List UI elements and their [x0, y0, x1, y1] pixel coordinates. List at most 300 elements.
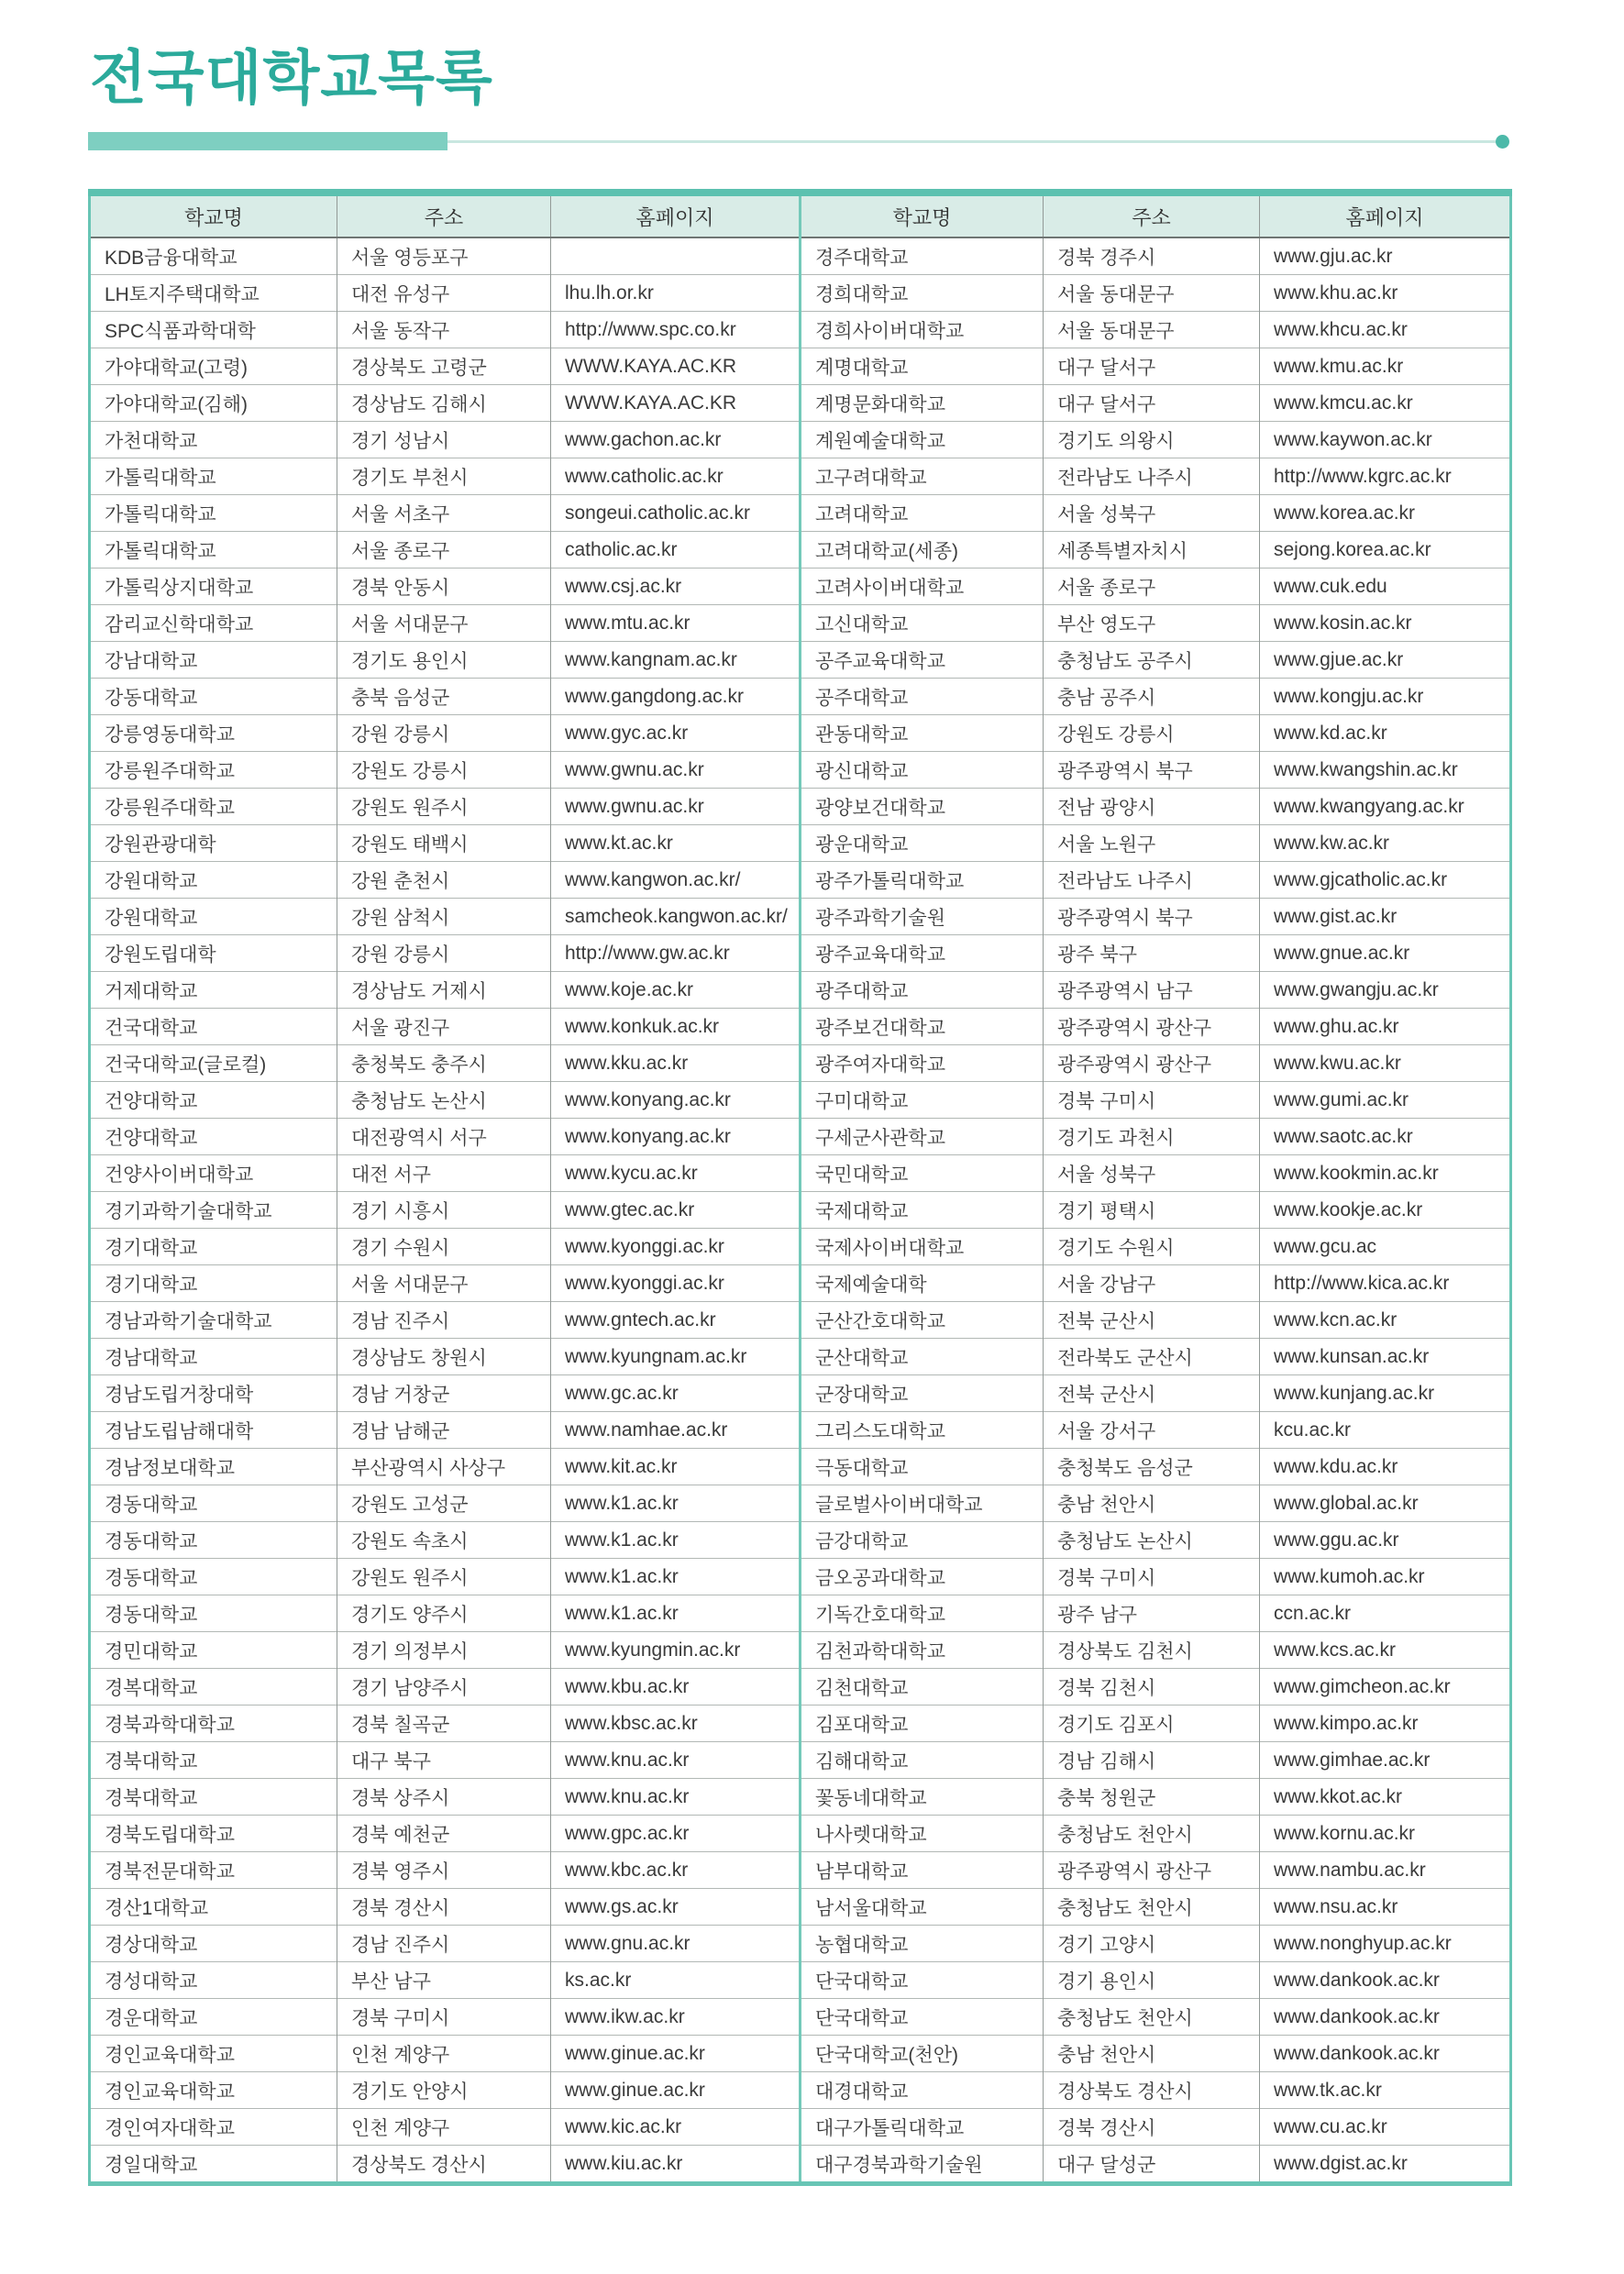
table-row — [90, 495, 1511, 532]
school-name-cell: 그리스도대학교 — [801, 1412, 1044, 1449]
table-row — [90, 422, 1511, 458]
table-row — [90, 1449, 1511, 1485]
address-cell: 서울 노원구 — [1044, 825, 1260, 862]
school-name-cell: 경성대학교 — [90, 1962, 337, 1999]
school-name-cell: 대구경북과학기술원 — [801, 2146, 1044, 2184]
address-cell: 경기도 부천시 — [337, 458, 551, 495]
address-cell: 경기 수원시 — [337, 1229, 551, 1265]
homepage-cell: www.gyc.ac.kr — [551, 715, 801, 752]
homepage-cell: www.nambu.ac.kr — [1260, 1852, 1511, 1889]
table-row — [90, 348, 1511, 385]
address-cell: 서울 서대문구 — [337, 605, 551, 642]
homepage-cell: www.ikw.ac.kr — [551, 1999, 801, 2036]
address-cell: 충청남도 논산시 — [1044, 1522, 1260, 1559]
school-name-cell: 감리교신학대학교 — [90, 605, 337, 642]
table-row — [90, 789, 1511, 825]
homepage-cell: www.dgist.ac.kr — [1260, 2146, 1511, 2184]
homepage-cell: www.gwnu.ac.kr — [551, 752, 801, 789]
homepage-cell: www.kornu.ac.kr — [1260, 1816, 1511, 1852]
homepage-cell: www.kyungnam.ac.kr — [551, 1339, 801, 1375]
address-cell: 경기 평택시 — [1044, 1192, 1260, 1229]
table-row — [90, 1265, 1511, 1302]
school-name-cell: 극동대학교 — [801, 1449, 1044, 1485]
school-name-cell: 남서울대학교 — [801, 1889, 1044, 1926]
homepage-cell: www.gist.ac.kr — [1260, 899, 1511, 935]
school-name-cell: KDB금융대학교 — [90, 237, 337, 275]
table-row — [90, 899, 1511, 935]
school-name-cell: 경북과학대학교 — [90, 1706, 337, 1742]
school-name-cell: 가야대학교(고령) — [90, 348, 337, 385]
address-cell: 경상북도 고령군 — [337, 348, 551, 385]
header-address: 주소 — [337, 193, 551, 237]
homepage-cell: www.kimpo.ac.kr — [1260, 1706, 1511, 1742]
address-cell: 경북 영주시 — [337, 1852, 551, 1889]
homepage-cell: www.mtu.ac.kr — [551, 605, 801, 642]
homepage-cell: www.gc.ac.kr — [551, 1375, 801, 1412]
address-cell: 경북 구미시 — [337, 1999, 551, 2036]
homepage-cell: WWW.KAYA.AC.KR — [551, 348, 801, 385]
address-cell: 광주광역시 광산구 — [1044, 1852, 1260, 1889]
address-cell: 충청북도 충주시 — [337, 1045, 551, 1082]
address-cell: 부산 영도구 — [1044, 605, 1260, 642]
table-row — [90, 1852, 1511, 1889]
homepage-cell: www.gcu.ac — [1260, 1229, 1511, 1265]
school-name-cell: 경북도립대학교 — [90, 1816, 337, 1852]
table-header — [90, 193, 1511, 237]
address-cell: 인천 계양구 — [337, 2109, 551, 2146]
homepage-cell: www.korea.ac.kr — [1260, 495, 1511, 532]
table-row — [90, 1962, 1511, 1999]
table-row — [90, 605, 1511, 642]
school-name-cell: LH토지주택대학교 — [90, 275, 337, 312]
homepage-cell: www.gntech.ac.kr — [551, 1302, 801, 1339]
homepage-cell: www.kangwon.ac.kr/ — [551, 862, 801, 899]
address-cell: 대구 달성군 — [1044, 2146, 1260, 2184]
homepage-cell: www.kcs.ac.kr — [1260, 1632, 1511, 1669]
address-cell: 인천 계양구 — [337, 2036, 551, 2072]
school-name-cell: 경인여자대학교 — [90, 2109, 337, 2146]
page-title: 전국대학교목록 — [90, 45, 493, 111]
school-name-cell: 김천과학대학교 — [801, 1632, 1044, 1669]
school-name-cell: 건양대학교 — [90, 1119, 337, 1155]
address-cell: 경북 경산시 — [337, 1889, 551, 1926]
address-cell: 강원 강릉시 — [337, 715, 551, 752]
homepage-cell: www.kwangyang.ac.kr — [1260, 789, 1511, 825]
school-name-cell: 강남대학교 — [90, 642, 337, 679]
address-cell: 강원도 강릉시 — [1044, 715, 1260, 752]
address-cell: 경북 안동시 — [337, 568, 551, 605]
homepage-cell: www.k1.ac.kr — [551, 1559, 801, 1595]
school-name-cell: 가톨릭대학교 — [90, 495, 337, 532]
address-cell: 경기도 양주시 — [337, 1595, 551, 1632]
homepage-cell: www.ginue.ac.kr — [551, 2072, 801, 2109]
address-cell: 경상북도 경산시 — [337, 2146, 551, 2184]
address-cell: 세종특별자치시 — [1044, 532, 1260, 568]
address-cell: 대구 달서구 — [1044, 348, 1260, 385]
school-name-cell: 경북대학교 — [90, 1742, 337, 1779]
table-row — [90, 568, 1511, 605]
school-name-cell: 건양사이버대학교 — [90, 1155, 337, 1192]
school-name-cell: 국제예술대학 — [801, 1265, 1044, 1302]
address-cell: 서울 강남구 — [1044, 1265, 1260, 1302]
school-name-cell: 거제대학교 — [90, 972, 337, 1009]
homepage-cell: lhu.lh.or.kr — [551, 275, 801, 312]
table-row — [90, 1816, 1511, 1852]
address-cell: 충청남도 논산시 — [337, 1082, 551, 1119]
homepage-cell: www.konkuk.ac.kr — [551, 1009, 801, 1045]
school-name-cell: 강원대학교 — [90, 899, 337, 935]
address-cell: 서울 동대문구 — [1044, 275, 1260, 312]
table-row — [90, 458, 1511, 495]
school-name-cell: 가톨릭대학교 — [90, 458, 337, 495]
address-cell: 서울 동작구 — [337, 312, 551, 348]
address-cell: 경남 김해시 — [1044, 1742, 1260, 1779]
homepage-cell: www.cu.ac.kr — [1260, 2109, 1511, 2146]
address-cell: 대구 달서구 — [1044, 385, 1260, 422]
header-school-name: 학교명 — [90, 193, 337, 237]
address-cell: 경북 상주시 — [337, 1779, 551, 1816]
homepage-cell: www.kyonggi.ac.kr — [551, 1229, 801, 1265]
homepage-cell: www.saotc.ac.kr — [1260, 1119, 1511, 1155]
address-cell: 충청남도 공주시 — [1044, 642, 1260, 679]
homepage-cell: www.kbc.ac.kr — [551, 1852, 801, 1889]
school-name-cell: 고신대학교 — [801, 605, 1044, 642]
homepage-cell: www.kookje.ac.kr — [1260, 1192, 1511, 1229]
address-cell: 서울 성북구 — [1044, 1155, 1260, 1192]
table-row — [90, 1155, 1511, 1192]
address-cell: 서울 종로구 — [1044, 568, 1260, 605]
address-cell: 경기도 수원시 — [1044, 1229, 1260, 1265]
homepage-cell: www.gachon.ac.kr — [551, 422, 801, 458]
school-name-cell: 경일대학교 — [90, 2146, 337, 2184]
homepage-cell: www.catholic.ac.kr — [551, 458, 801, 495]
table-row — [90, 1742, 1511, 1779]
school-name-cell: 단국대학교 — [801, 1999, 1044, 2036]
address-cell: 경기도 과천시 — [1044, 1119, 1260, 1155]
homepage-cell: www.kosin.ac.kr — [1260, 605, 1511, 642]
school-name-cell: 광신대학교 — [801, 752, 1044, 789]
school-name-cell: 광주대학교 — [801, 972, 1044, 1009]
school-name-cell: 광주교육대학교 — [801, 935, 1044, 972]
school-name-cell: 국민대학교 — [801, 1155, 1044, 1192]
address-cell: 서울 서초구 — [337, 495, 551, 532]
table-row — [90, 1779, 1511, 1816]
address-cell: 경기 의정부시 — [337, 1632, 551, 1669]
table-row — [90, 385, 1511, 422]
homepage-cell: www.konyang.ac.kr — [551, 1082, 801, 1119]
homepage-cell: www.k1.ac.kr — [551, 1522, 801, 1559]
address-cell: 전남 광양시 — [1044, 789, 1260, 825]
school-name-cell: 군장대학교 — [801, 1375, 1044, 1412]
homepage-cell: songeui.catholic.ac.kr — [551, 495, 801, 532]
homepage-cell: ccn.ac.kr — [1260, 1595, 1511, 1632]
homepage-cell: www.kmcu.ac.kr — [1260, 385, 1511, 422]
school-name-cell: 군산간호대학교 — [801, 1302, 1044, 1339]
school-name-cell: 대경대학교 — [801, 2072, 1044, 2109]
table-row — [90, 1045, 1511, 1082]
address-cell: 서울 종로구 — [337, 532, 551, 568]
homepage-cell: www.gs.ac.kr — [551, 1889, 801, 1926]
homepage-cell: www.gpc.ac.kr — [551, 1816, 801, 1852]
table-row — [90, 1522, 1511, 1559]
school-name-cell: 광운대학교 — [801, 825, 1044, 862]
homepage-cell: www.gimhae.ac.kr — [1260, 1742, 1511, 1779]
table-row — [90, 679, 1511, 715]
address-cell: 충청북도 음성군 — [1044, 1449, 1260, 1485]
homepage-cell: www.k1.ac.kr — [551, 1485, 801, 1522]
school-name-cell: 경산1대학교 — [90, 1889, 337, 1926]
homepage-cell: samcheok.kangwon.ac.kr/ — [551, 899, 801, 935]
school-name-cell: 국제사이버대학교 — [801, 1229, 1044, 1265]
homepage-cell: www.knu.ac.kr — [551, 1779, 801, 1816]
homepage-cell: ks.ac.kr — [551, 1962, 801, 1999]
school-name-cell: 계명문화대학교 — [801, 385, 1044, 422]
address-cell: 경기 시흥시 — [337, 1192, 551, 1229]
homepage-cell: www.csj.ac.kr — [551, 568, 801, 605]
school-name-cell: 광주보건대학교 — [801, 1009, 1044, 1045]
table-row — [90, 237, 1511, 275]
homepage-cell: www.dankook.ac.kr — [1260, 2036, 1511, 2072]
address-cell: 강원 삼척시 — [337, 899, 551, 935]
table-row — [90, 935, 1511, 972]
header-homepage: 홈페이지 — [1260, 193, 1511, 237]
table-row — [90, 1669, 1511, 1706]
table-row — [90, 2036, 1511, 2072]
school-name-cell: 건국대학교 — [90, 1009, 337, 1045]
title-underline-rule — [447, 140, 1496, 143]
address-cell: 경북 구미시 — [1044, 1559, 1260, 1595]
address-cell: 서울 성북구 — [1044, 495, 1260, 532]
address-cell: 대전 유성구 — [337, 275, 551, 312]
school-name-cell: 광주여자대학교 — [801, 1045, 1044, 1082]
homepage-cell: www.kt.ac.kr — [551, 825, 801, 862]
address-cell: 경남 거창군 — [337, 1375, 551, 1412]
school-name-cell: 경상대학교 — [90, 1926, 337, 1962]
address-cell: 경북 경주시 — [1044, 237, 1260, 275]
school-name-cell: 단국대학교(천안) — [801, 2036, 1044, 2072]
school-name-cell: 광주가톨릭대학교 — [801, 862, 1044, 899]
school-name-cell: 가톨릭대학교 — [90, 532, 337, 568]
homepage-cell: www.gnu.ac.kr — [551, 1926, 801, 1962]
school-name-cell: 건양대학교 — [90, 1082, 337, 1119]
homepage-cell: www.kwangshin.ac.kr — [1260, 752, 1511, 789]
address-cell: 강원도 속초시 — [337, 1522, 551, 1559]
homepage-cell: www.nonghyup.ac.kr — [1260, 1926, 1511, 1962]
homepage-cell: www.kunsan.ac.kr — [1260, 1339, 1511, 1375]
address-cell: 광주광역시 북구 — [1044, 899, 1260, 935]
address-cell: 경기 고양시 — [1044, 1926, 1260, 1962]
homepage-cell: www.kookmin.ac.kr — [1260, 1155, 1511, 1192]
address-cell: 강원 춘천시 — [337, 862, 551, 899]
homepage-cell: www.gjcatholic.ac.kr — [1260, 862, 1511, 899]
address-cell: 경남 진주시 — [337, 1302, 551, 1339]
table-row — [90, 275, 1511, 312]
homepage-cell: sejong.korea.ac.kr — [1260, 532, 1511, 568]
address-cell: 전라남도 나주시 — [1044, 458, 1260, 495]
school-name-cell: 남부대학교 — [801, 1852, 1044, 1889]
address-cell: 충북 음성군 — [337, 679, 551, 715]
homepage-cell: www.gju.ac.kr — [1260, 237, 1511, 275]
homepage-cell: www.global.ac.kr — [1260, 1485, 1511, 1522]
header-address: 주소 — [1044, 193, 1260, 237]
school-name-cell: 고려대학교(세종) — [801, 532, 1044, 568]
table-row — [90, 2072, 1511, 2109]
homepage-cell: http://www.gw.ac.kr — [551, 935, 801, 972]
homepage-cell: www.kumoh.ac.kr — [1260, 1559, 1511, 1595]
homepage-cell: www.ginue.ac.kr — [551, 2036, 801, 2072]
address-cell: 충청남도 천안시 — [1044, 1889, 1260, 1926]
homepage-cell: www.ghu.ac.kr — [1260, 1009, 1511, 1045]
homepage-cell: www.kyungmin.ac.kr — [551, 1632, 801, 1669]
school-name-cell: 경기대학교 — [90, 1229, 337, 1265]
homepage-cell: www.kwu.ac.kr — [1260, 1045, 1511, 1082]
address-cell: 전북 군산시 — [1044, 1302, 1260, 1339]
school-name-cell: 경남정보대학교 — [90, 1449, 337, 1485]
school-name-cell: 금오공과대학교 — [801, 1559, 1044, 1595]
address-cell: 충남 천안시 — [1044, 1485, 1260, 1522]
homepage-cell: www.kbsc.ac.kr — [551, 1706, 801, 1742]
school-name-cell: 고구려대학교 — [801, 458, 1044, 495]
table-row — [90, 532, 1511, 568]
school-name-cell: 계명대학교 — [801, 348, 1044, 385]
school-name-cell: 경복대학교 — [90, 1669, 337, 1706]
school-name-cell: 고려사이버대학교 — [801, 568, 1044, 605]
homepage-cell: www.kmu.ac.kr — [1260, 348, 1511, 385]
school-name-cell: 경기과학기술대학교 — [90, 1192, 337, 1229]
school-name-cell: 경동대학교 — [90, 1595, 337, 1632]
address-cell: 강원도 고성군 — [337, 1485, 551, 1522]
school-name-cell: 가천대학교 — [90, 422, 337, 458]
table-row — [90, 1706, 1511, 1742]
table-row — [90, 972, 1511, 1009]
address-cell: 경북 구미시 — [1044, 1082, 1260, 1119]
table-row — [90, 1595, 1511, 1632]
address-cell: 경기도 안양시 — [337, 2072, 551, 2109]
homepage-cell: www.kkot.ac.kr — [1260, 1779, 1511, 1816]
school-name-cell: 경남과학기술대학교 — [90, 1302, 337, 1339]
table-row — [90, 1412, 1511, 1449]
school-name-cell: 건국대학교(글로컬) — [90, 1045, 337, 1082]
address-cell: 경상북도 김천시 — [1044, 1632, 1260, 1669]
table-row — [90, 1632, 1511, 1669]
school-name-cell: 경남도립거창대학 — [90, 1375, 337, 1412]
table-header-row — [90, 193, 1511, 237]
homepage-cell: www.gjue.ac.kr — [1260, 642, 1511, 679]
header-school-name: 학교명 — [801, 193, 1044, 237]
address-cell: 서울 영등포구 — [337, 237, 551, 275]
address-cell: 전라남도 나주시 — [1044, 862, 1260, 899]
address-cell: 충청남도 천안시 — [1044, 1999, 1260, 2036]
school-name-cell: 계원예술대학교 — [801, 422, 1044, 458]
homepage-cell: www.kunjang.ac.kr — [1260, 1375, 1511, 1412]
table-row — [90, 1375, 1511, 1412]
address-cell: 경상남도 창원시 — [337, 1339, 551, 1375]
school-name-cell: 경주대학교 — [801, 237, 1044, 275]
homepage-cell: www.kcn.ac.kr — [1260, 1302, 1511, 1339]
school-name-cell: 경동대학교 — [90, 1485, 337, 1522]
school-name-cell: 단국대학교 — [801, 1962, 1044, 1999]
school-name-cell: 꽃동네대학교 — [801, 1779, 1044, 1816]
address-cell: 경북 경산시 — [1044, 2109, 1260, 2146]
school-name-cell: 기독간호대학교 — [801, 1595, 1044, 1632]
header-homepage: 홈페이지 — [551, 193, 801, 237]
homepage-cell: www.kd.ac.kr — [1260, 715, 1511, 752]
address-cell: 광주광역시 광산구 — [1044, 1045, 1260, 1082]
table-row — [90, 1999, 1511, 2036]
address-cell: 서울 강서구 — [1044, 1412, 1260, 1449]
address-cell: 강원도 원주시 — [337, 789, 551, 825]
homepage-cell: WWW.KAYA.AC.KR — [551, 385, 801, 422]
school-name-cell: 김해대학교 — [801, 1742, 1044, 1779]
table-row — [90, 1485, 1511, 1522]
homepage-cell: http://www.kgrc.ac.kr — [1260, 458, 1511, 495]
homepage-cell: www.koje.ac.kr — [551, 972, 801, 1009]
school-name-cell: 강릉영동대학교 — [90, 715, 337, 752]
school-name-cell: 경희사이버대학교 — [801, 312, 1044, 348]
homepage-cell: www.gwangju.ac.kr — [1260, 972, 1511, 1009]
university-table — [88, 189, 1512, 2186]
homepage-cell: www.knu.ac.kr — [551, 1742, 801, 1779]
address-cell: 경기도 용인시 — [337, 642, 551, 679]
homepage-cell: www.kku.ac.kr — [551, 1045, 801, 1082]
homepage-cell: www.gtec.ac.kr — [551, 1192, 801, 1229]
homepage-cell: www.ggu.ac.kr — [1260, 1522, 1511, 1559]
address-cell: 경기도 김포시 — [1044, 1706, 1260, 1742]
homepage-cell: http://www.kica.ac.kr — [1260, 1265, 1511, 1302]
school-name-cell: 국제대학교 — [801, 1192, 1044, 1229]
homepage-cell: catholic.ac.kr — [551, 532, 801, 568]
homepage-cell: www.namhae.ac.kr — [551, 1412, 801, 1449]
address-cell: 광주광역시 북구 — [1044, 752, 1260, 789]
school-name-cell: 강원관광대학 — [90, 825, 337, 862]
address-cell: 경기도 의왕시 — [1044, 422, 1260, 458]
school-name-cell: SPC식품과학대학 — [90, 312, 337, 348]
address-cell: 경남 남해군 — [337, 1412, 551, 1449]
address-cell: 강원 강릉시 — [337, 935, 551, 972]
school-name-cell: 관동대학교 — [801, 715, 1044, 752]
school-name-cell: 글로벌사이버대학교 — [801, 1485, 1044, 1522]
page-content — [88, 0, 1509, 2186]
school-name-cell: 경민대학교 — [90, 1632, 337, 1669]
address-cell: 경상북도 경산시 — [1044, 2072, 1260, 2109]
address-cell: 부산광역시 사상구 — [337, 1449, 551, 1485]
address-cell: 전북 군산시 — [1044, 1375, 1260, 1412]
school-name-cell: 경운대학교 — [90, 1999, 337, 2036]
school-name-cell: 공주교육대학교 — [801, 642, 1044, 679]
homepage-cell: www.gwnu.ac.kr — [551, 789, 801, 825]
homepage-cell: www.gnue.ac.kr — [1260, 935, 1511, 972]
school-name-cell: 대구가톨릭대학교 — [801, 2109, 1044, 2146]
school-name-cell: 경북대학교 — [90, 1779, 337, 1816]
homepage-cell: www.nsu.ac.kr — [1260, 1889, 1511, 1926]
address-cell: 경북 칠곡군 — [337, 1706, 551, 1742]
address-cell: 서울 서대문구 — [337, 1265, 551, 1302]
homepage-cell: www.kaywon.ac.kr — [1260, 422, 1511, 458]
address-cell: 경기 성남시 — [337, 422, 551, 458]
homepage-cell: www.kdu.ac.kr — [1260, 1449, 1511, 1485]
school-name-cell: 경기대학교 — [90, 1265, 337, 1302]
table-row — [90, 1302, 1511, 1339]
address-cell: 충북 청원군 — [1044, 1779, 1260, 1816]
address-cell: 경상남도 거제시 — [337, 972, 551, 1009]
address-cell: 대전 서구 — [337, 1155, 551, 1192]
school-name-cell: 광주과학기술원 — [801, 899, 1044, 935]
address-cell: 대구 북구 — [337, 1742, 551, 1779]
school-name-cell: 경동대학교 — [90, 1522, 337, 1559]
school-name-cell: 강원도립대학 — [90, 935, 337, 972]
school-name-cell: 경인교육대학교 — [90, 2036, 337, 2072]
homepage-cell: www.tk.ac.kr — [1260, 2072, 1511, 2109]
